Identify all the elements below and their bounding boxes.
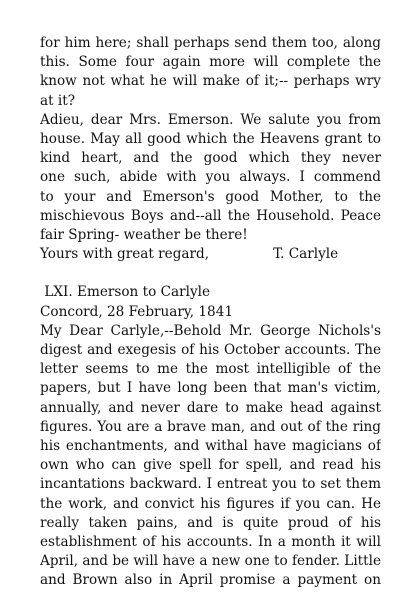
text-line: his enchantments, and withal have magicians of	[40, 437, 381, 454]
text-line: My Dear Carlyle,--Behold Mr. George Nichols's	[40, 322, 381, 339]
letter-closing-paragraphs	[40, 34, 381, 245]
text-line: digest and exegesis of his October accounts. The	[40, 342, 381, 358]
text-line: the work, and convict his figures if you can. He	[40, 495, 381, 512]
signature-name: T. Carlyle	[273, 246, 339, 263]
text-line: Concord, 28 February, 1841	[40, 303, 233, 320]
text-line: figures. You are a brave man, and out of the ring	[40, 418, 381, 435]
text-line: LXI. Emerson to Carlyle	[40, 284, 211, 301]
text-line: house. May all good which the Heavens grant to	[40, 130, 381, 147]
text-line: for him here; shall perhaps send them too, along	[40, 35, 381, 51]
text-line: own who can give spell for spell, and read his	[40, 457, 381, 474]
document-page	[40, 34, 381, 590]
text-line: this. Some four again more will complete the	[40, 54, 381, 71]
text-line: at it?	[40, 92, 75, 109]
section-spacer	[40, 264, 381, 283]
text-line: mischievous Boys and--all the Household. Peace	[40, 207, 381, 224]
text-line: and Brown also in April promise a payment on	[40, 572, 381, 589]
text-line: Adieu, dear Mrs. Emerson. We salute you from	[40, 111, 381, 128]
text-line: kind heart, and the good which they never	[40, 150, 381, 167]
text-line: annually, and never dare to make head against	[40, 399, 381, 416]
text-line: establishment of his accounts. In a month it will	[40, 533, 381, 550]
next-letter-section	[40, 283, 381, 590]
text-line: fair Spring- weather be there!	[40, 226, 248, 243]
signature-line	[40, 245, 381, 264]
text-line: to your and Emerson's good Mother, to the	[40, 188, 381, 205]
text-line: incantations backward. I entreat you to set them	[40, 476, 381, 493]
text-line: April, and be will have a new one to fender. Little	[40, 553, 381, 570]
signature-closing: Yours with great regard,	[40, 246, 210, 263]
text-line: one such, abide with you always. I commend	[40, 169, 381, 186]
text-line: letter seems to me the most intelligible of the	[40, 361, 381, 378]
text-line: papers, but I have long been that man's victim,	[40, 380, 381, 397]
text-line: really taken pains, and is quite proud of his	[40, 514, 381, 531]
text-line: know not what he will make of it;-- perhaps wry	[40, 73, 381, 90]
